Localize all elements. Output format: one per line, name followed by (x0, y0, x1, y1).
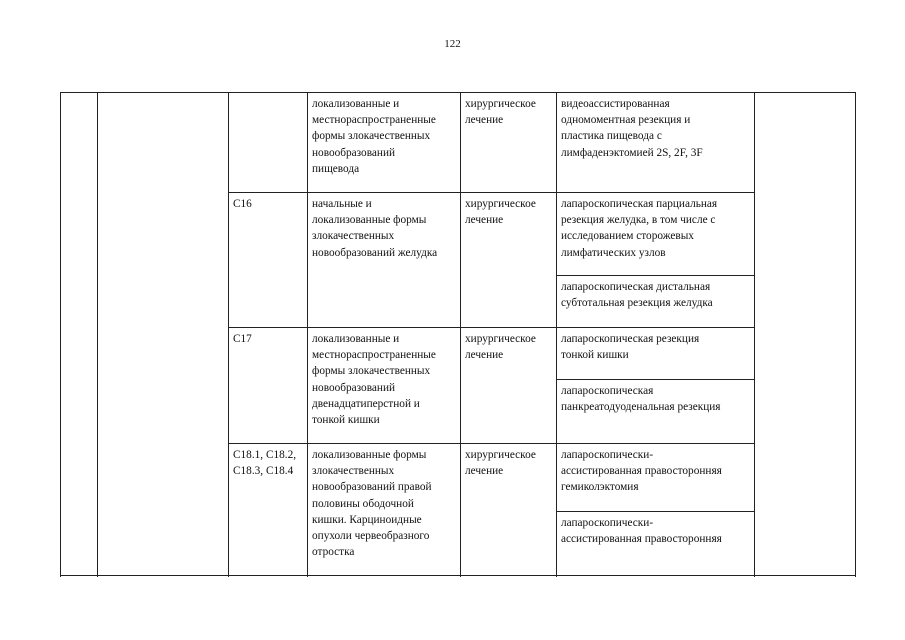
group-name-cell (98, 93, 229, 576)
treatment-method-cell: лапароскопически- ассистированная правосторонняя (557, 512, 755, 576)
icd-code-cell: C17 (229, 328, 308, 444)
icd-code-cell (229, 93, 308, 193)
treatment-type-cell: хирургическое лечение (461, 93, 557, 193)
medical-care-table (60, 92, 856, 576)
treatment-method-cell: лапароскопически- ассистированная правосторонняя гемиколэктомия (557, 444, 755, 512)
patient-model-cell: локализованные и местнораспространенные формы злокачественных новообразований двенадцатиперстной и тонкой кишки (308, 328, 461, 444)
patient-model-cell: локализованные формы злокачественных новообразований правой половины ободочной кишки. Карциноидные опухоли червеобразного отростка (308, 444, 461, 576)
icd-code-cell: C16 (229, 193, 308, 328)
treatment-method-cell: лапароскопическая резекция тонкой кишки (557, 328, 755, 380)
index-cell (61, 93, 98, 576)
icd-code-cell: C18.1, C18.2, C18.3, C18.4 (229, 444, 308, 576)
treatment-type-cell: хирургическое лечение (461, 328, 557, 444)
treatment-type-cell: хирургическое лечение (461, 444, 557, 576)
treatment-type-cell: хирургическое лечение (461, 193, 557, 328)
standard-cell (755, 93, 856, 576)
treatment-method-cell: лапароскопическая панкреатодуоденальная резекция (557, 380, 755, 444)
page-number: 122 (444, 38, 461, 50)
table-row (61, 93, 856, 193)
patient-model-cell: начальные и локализованные формы злокачественных новообразований желудка (308, 193, 461, 328)
patient-model-cell: локализованные и местнораспространенные формы злокачественных новообразований пищевода (308, 93, 461, 193)
treatment-method-cell: видеоассистированная одномоментная резекция и пластика пищевода с лимфаденэктомией 2S, 2F, 3F (557, 93, 755, 193)
treatment-method-cell: лапароскопическая дистальная субтотальная резекция желудка (557, 276, 755, 328)
treatment-method-cell: лапароскопическая парциальная резекция желудка, в том числе с исследованием сторожевых лимфатических узлов (557, 193, 755, 276)
